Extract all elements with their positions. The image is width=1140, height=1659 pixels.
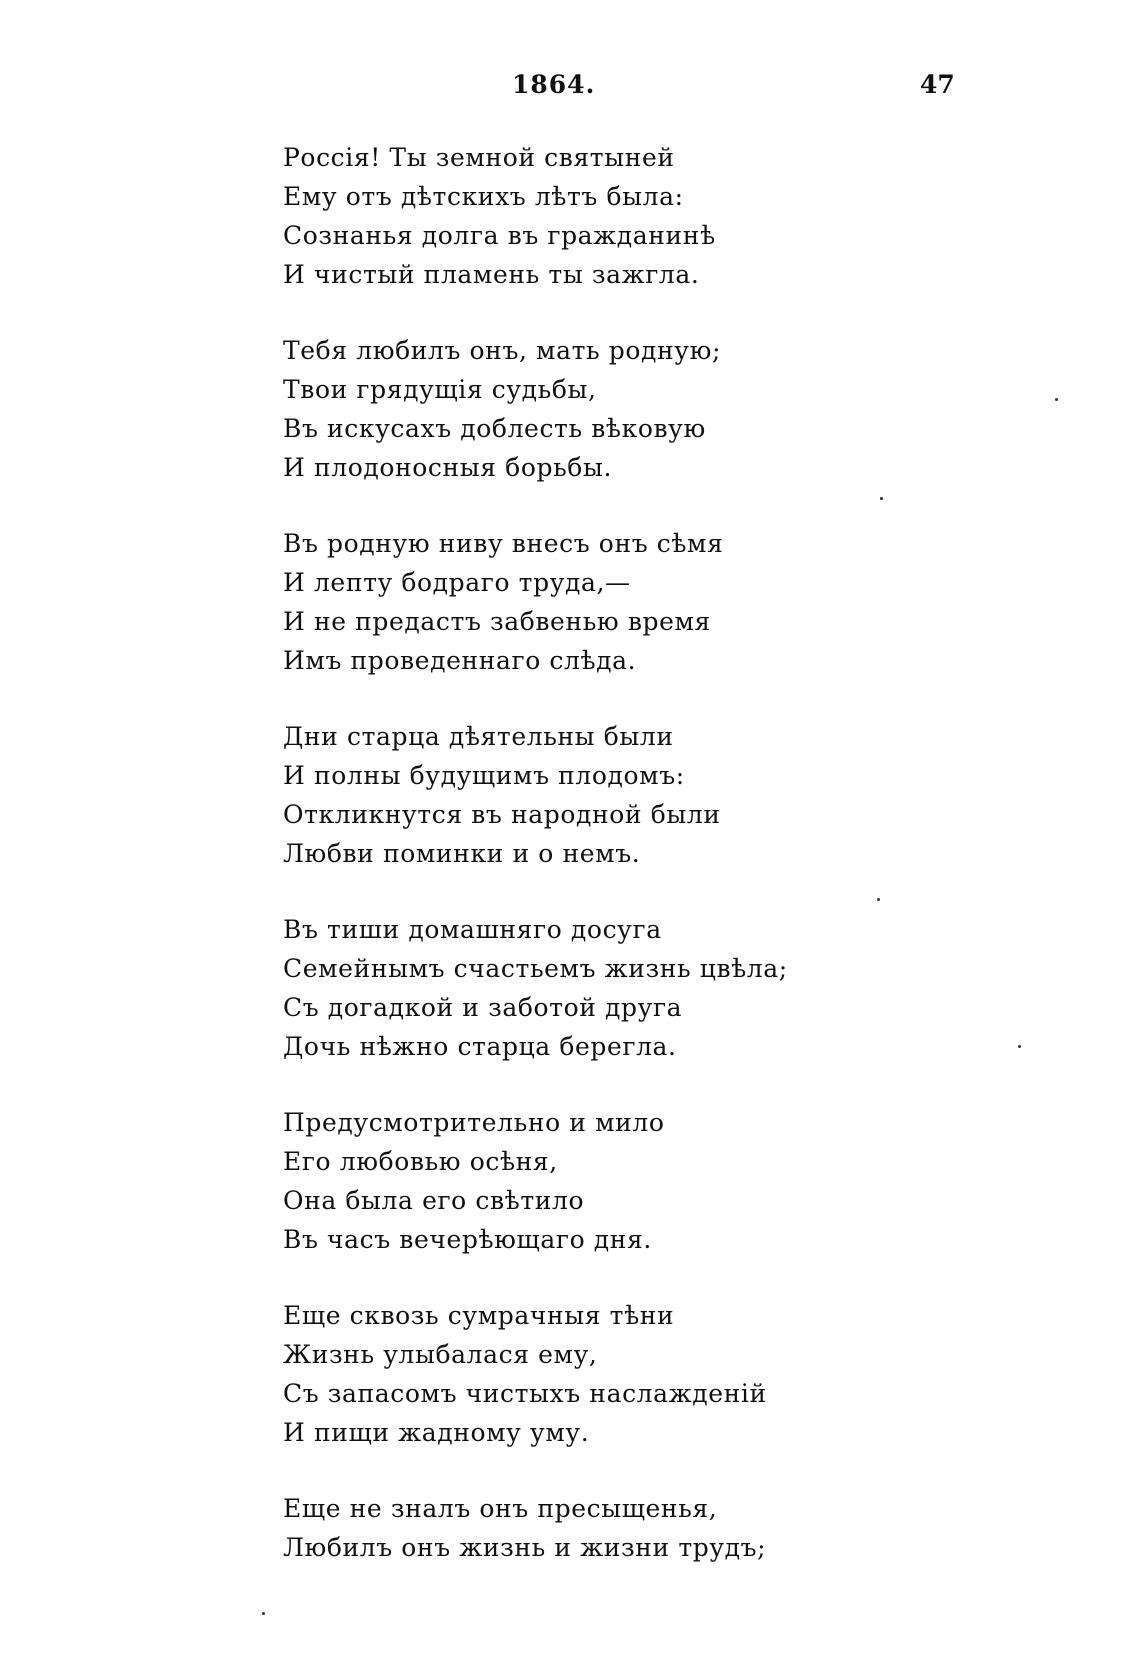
poem-line: Твои грядущія судьбы, (283, 375, 597, 404)
poem-line: Его любовью осѣня, (283, 1147, 558, 1176)
poem-line: И полны будущимъ плодомъ: (283, 761, 685, 790)
header-year: 1864. (512, 70, 596, 99)
poem-line: И пищи жадному уму. (283, 1418, 590, 1447)
print-speck (1018, 1045, 1021, 1048)
poem-line: И лепту бодраго труда,— (283, 568, 631, 597)
poem-line: Откликнутся въ народной были (283, 800, 721, 829)
poem-line: Россія! Ты земной святыней (283, 143, 675, 172)
print-speck (877, 898, 880, 901)
poem-line: Сознанья долга въ гражданинѣ (283, 221, 716, 250)
poem-line: И плодоносныя борьбы. (283, 453, 612, 482)
poem-line: Любви поминки и о немъ. (283, 839, 641, 868)
poem-line: Въ часъ вечерѣющаго дня. (283, 1225, 652, 1254)
poem-line: Еще сквозь сумрачныя тѣни (283, 1301, 675, 1330)
poem-line: Тебя любилъ онъ, мать родную; (283, 336, 721, 365)
stanza-2 (283, 331, 983, 487)
poem-line: Ему отъ дѣтскихъ лѣтъ была: (283, 182, 684, 211)
poem-line: Дочь нѣжно старца берегла. (283, 1032, 677, 1061)
print-speck (262, 1612, 265, 1615)
poem-line: Имъ проведеннаго слѣда. (283, 646, 637, 675)
stanza-8 (283, 1489, 983, 1567)
poem-body (283, 138, 983, 1567)
print-speck (880, 497, 883, 500)
poem-line: Семейнымъ счастьемъ жизнь цвѣла; (283, 954, 788, 983)
poem-line: Съ догадкой и заботой друга (283, 993, 683, 1022)
poem-line: И чистый пламень ты зажгла. (283, 260, 700, 289)
poem-line: Жизнь улыбалася ему, (283, 1340, 598, 1369)
stanza-7 (283, 1296, 983, 1452)
page-number: 47 (920, 70, 955, 99)
poem-line: Любилъ онъ жизнь и жизни трудъ; (283, 1533, 767, 1562)
running-header (0, 70, 1140, 110)
poem-line: Еще не зналъ онъ пресыщенья, (283, 1494, 718, 1523)
poem-line: Въ тиши домашняго досуга (283, 915, 662, 944)
poem-line: И не предастъ забвенью время (283, 607, 711, 636)
stanza-4 (283, 717, 983, 873)
stanza-3 (283, 524, 983, 680)
poem-line: Съ запасомъ чистыхъ наслажденій (283, 1379, 767, 1408)
poem-line: Предусмотрительно и мило (283, 1108, 665, 1137)
poem-line: Дни старца дѣятельны были (283, 722, 674, 751)
poem-line: Она была его свѣтило (283, 1186, 585, 1215)
stanza-6 (283, 1103, 983, 1259)
stanza-1 (283, 138, 983, 294)
stanza-5 (283, 910, 983, 1066)
poem-line: Въ искусахъ доблесть вѣковую (283, 414, 706, 443)
poem-line: Въ родную ниву внесъ онъ сѣмя (283, 529, 724, 558)
print-speck (1055, 398, 1058, 401)
